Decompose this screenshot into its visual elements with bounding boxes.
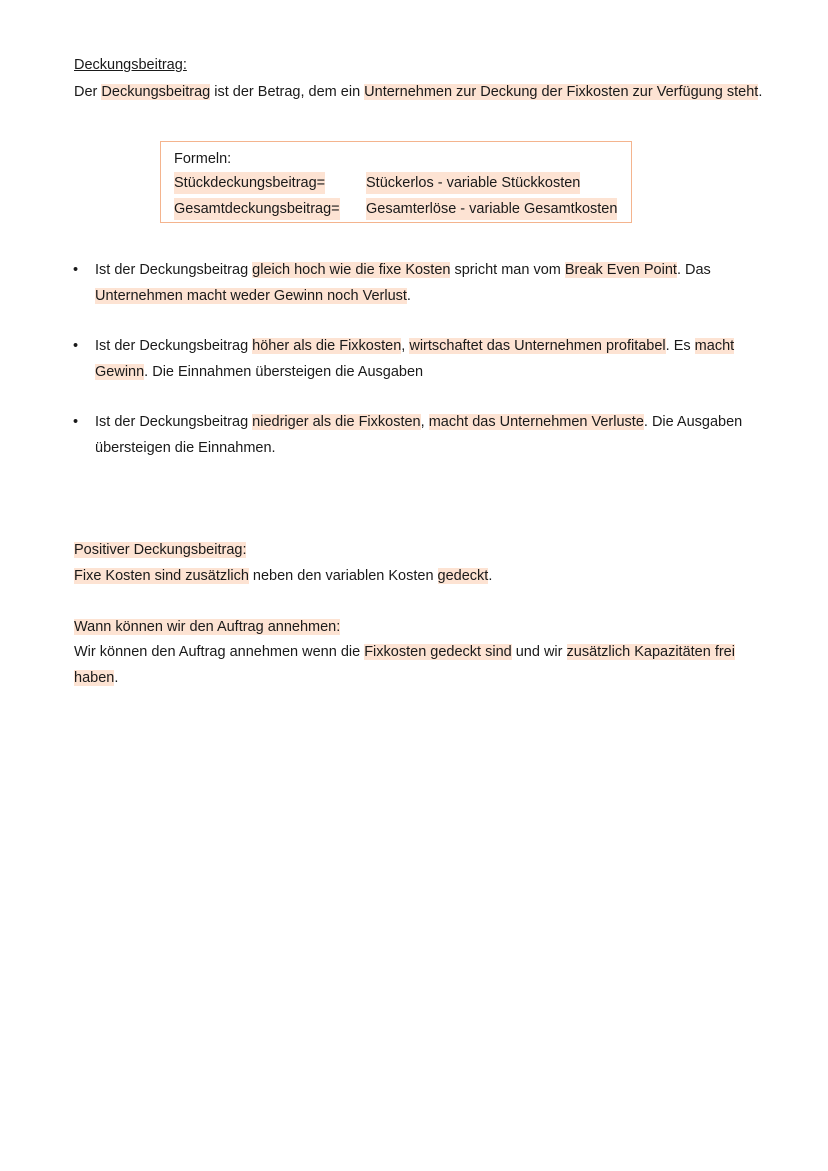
bullet-item-losses <box>73 409 755 461</box>
bullet-text: , <box>401 338 410 354</box>
bullet-text: . Es <box>665 338 695 354</box>
accept-text-3: . <box>114 670 119 686</box>
bullet-text: . Das <box>676 262 711 278</box>
bullet-text: Ist der Deckungsbeitrag <box>95 414 253 430</box>
intro-highlight-2: Unternehmen zur Deckung der Fixkosten zur Verfügung steht <box>364 84 759 100</box>
positive-heading-text: Positiver Deckungsbeitrag: <box>74 542 247 558</box>
bullet-icon: • <box>73 262 79 278</box>
formula-box <box>160 141 632 223</box>
bullet-icon: • <box>73 414 79 430</box>
formula-expression: Gesamterlöse - variable Gesamtkosten <box>366 198 617 220</box>
accept-text-2: und wir <box>511 644 567 660</box>
bullet-highlight: wirtschaftet das Unternehmen profitabel <box>409 338 666 354</box>
formula-row <box>174 198 634 220</box>
intro-text-3: . <box>758 84 763 100</box>
bullet-text: , <box>420 414 429 430</box>
formula-name: Stückdeckungsbeitrag= <box>174 172 325 194</box>
bullet-highlight: Unternehmen macht weder Gewinn noch Verlust <box>95 288 407 304</box>
intro-text-2: ist der Betrag, dem ein <box>210 84 365 100</box>
formula-name: Gesamtdeckungsbeitrag= <box>174 198 340 220</box>
bullet-text: . Die Einnahmen übersteigen die Ausgaben <box>144 364 424 380</box>
bullet-highlight: höher als die Fixkosten <box>252 338 402 354</box>
bullet-item-profitable <box>73 333 755 385</box>
bullet-text: Ist der Deckungsbeitrag <box>95 262 253 278</box>
formula-expression: Stückerlos - variable Stückkosten <box>366 172 580 194</box>
formula-row <box>174 172 634 194</box>
accept-highlight-2: zusätzlich Kapazitäten frei haben <box>74 644 735 686</box>
intro-paragraph <box>74 79 764 105</box>
bullet-text: Ist der Deckungsbeitrag <box>95 338 253 354</box>
bullet-icon: • <box>73 338 79 354</box>
accept-highlight-1: Fixkosten gedeckt sind <box>364 644 512 660</box>
bullet-highlight: Break Even Point <box>564 262 677 278</box>
accept-heading <box>74 614 764 640</box>
formula-header: Formeln: <box>174 151 232 167</box>
bullet-highlight: niedriger als die Fixkosten <box>252 414 421 430</box>
positive-text-2: . <box>488 568 493 584</box>
bullet-text: . Die Ausgaben übersteigen die Einnahmen. <box>95 414 743 456</box>
positive-highlight-2: gedeckt <box>437 568 489 584</box>
intro-text-1: Der <box>74 84 102 100</box>
positive-heading <box>74 537 764 563</box>
positive-highlight-1: Fixe Kosten sind zusätzlich <box>74 568 249 584</box>
intro-highlight-1: Deckungsbeitrag <box>101 84 211 100</box>
accept-text <box>74 639 764 691</box>
positive-text-1: neben den variablen Kosten <box>248 568 438 584</box>
bullet-highlight: gleich hoch wie die fixe Kosten <box>252 262 451 278</box>
bullet-text: . <box>406 288 411 304</box>
bullet-item-break-even <box>73 257 755 309</box>
accept-text-1: Wir können den Auftrag annehmen wenn die <box>74 644 365 660</box>
bullet-highlight: macht Gewinn <box>95 338 735 380</box>
heading-deckungsbeitrag: Deckungsbeitrag: <box>74 57 187 73</box>
bullet-text: spricht man vom <box>450 262 565 278</box>
bullet-highlight: macht das Unternehmen Verluste <box>428 414 644 430</box>
positive-text <box>74 563 764 589</box>
accept-heading-text: Wann können wir den Auftrag annehmen: <box>74 619 341 635</box>
